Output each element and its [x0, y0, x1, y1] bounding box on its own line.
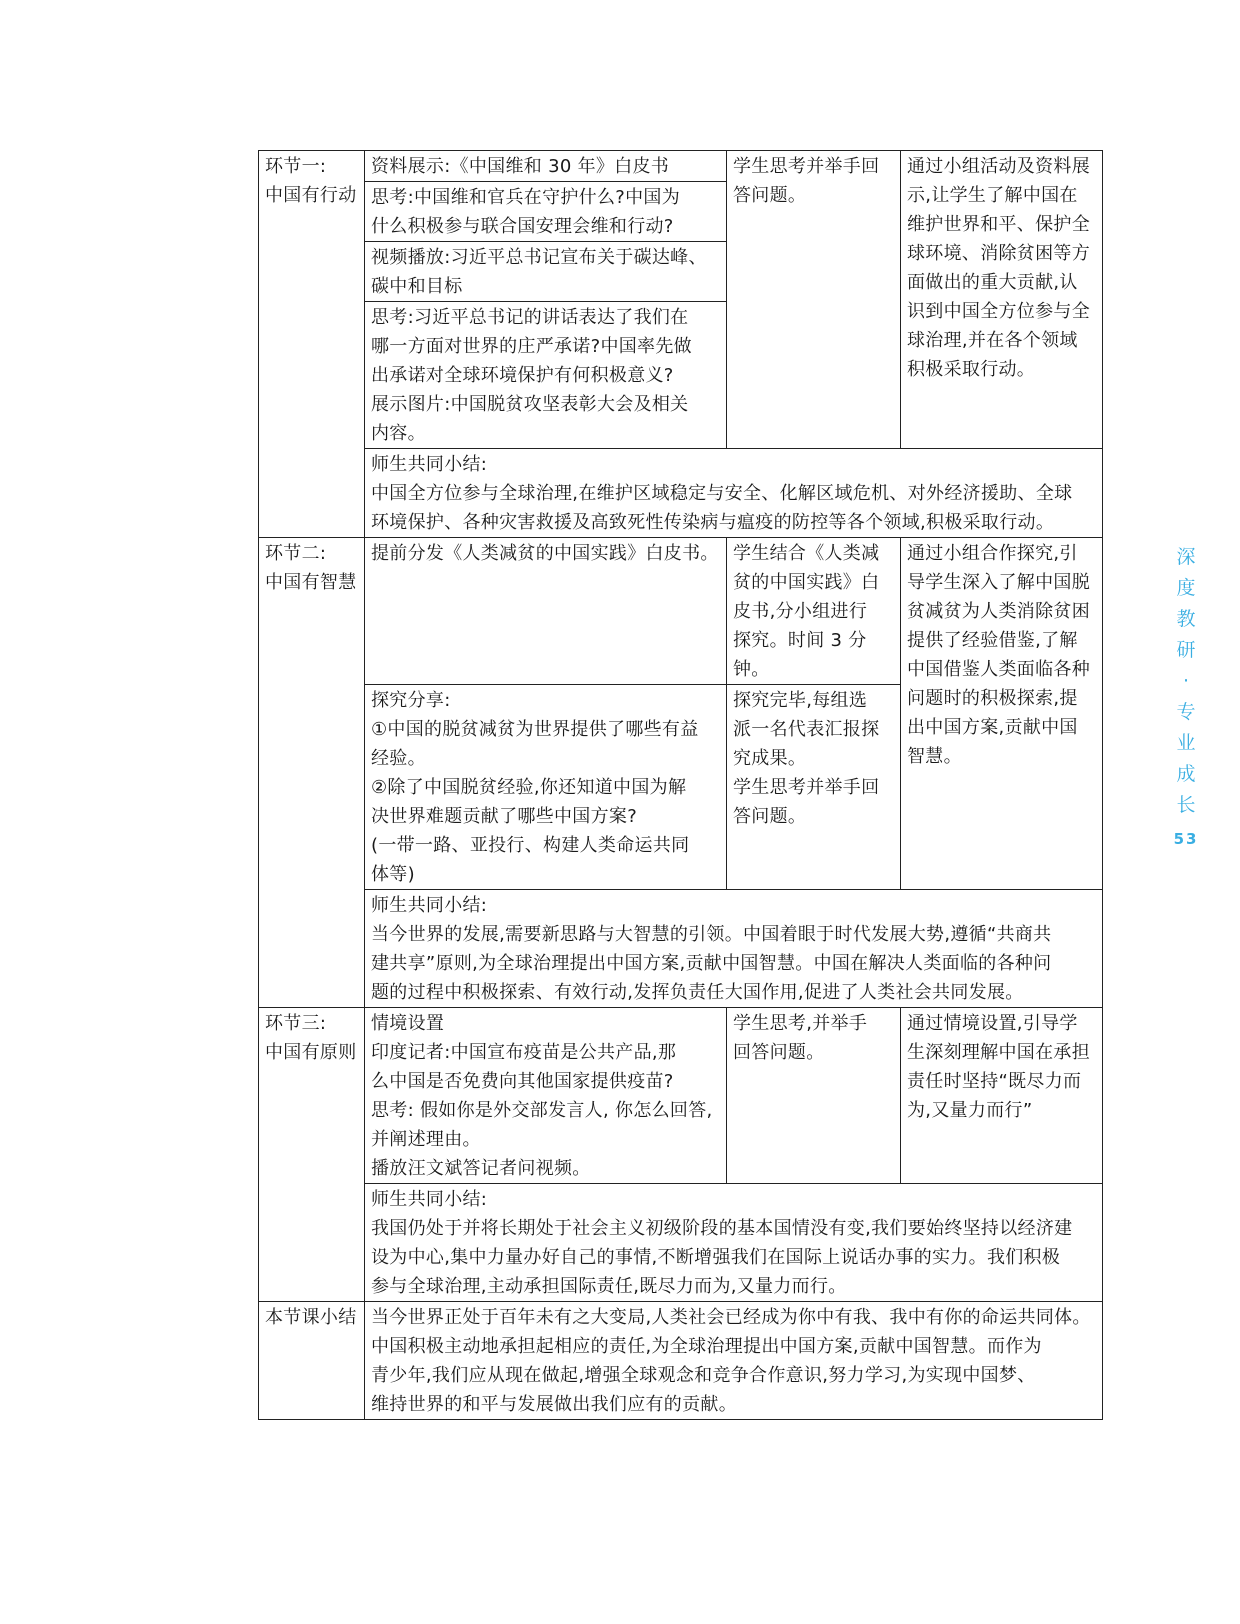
section-sidebar-title: 深 度 教 研 · 专 业 成 长 [1176, 546, 1196, 816]
stage1-material-cell: 资料展示:《中国维和 30 年》白皮书 [365, 151, 727, 182]
stage3-design-intent: 通过情境设置,引导学 生深刻理解中国在承担 责任时坚持“既尽力而 为,又量力而行” [901, 1008, 1103, 1184]
stage3-scenario-cell: 情境设置 印度记者:中国宣布疫苗是公共产品,那 么中国是否免费向其他国家提供疫苗? 思考: 假如你是外交部发言人, 你怎么回答, 并阐述理由。 播放汪文斌答记者问视频。 [365, 1008, 727, 1184]
stage1-design-intent: 通过小组活动及资料展 示,让学生了解中国在 维护世界和平、保护全 球环境、消除贫困等方 面做出的重大贡献,认 识到中国全方位参与全 球治理,并在各个领域 积极采取行动。 [901, 151, 1103, 449]
stage1-question-cell: 思考:中国维和官兵在守护什么?中国为 什么积极参与联合国安理会维和行动? [365, 182, 727, 242]
stage1-student-activity: 学生思考并举手回 答问题。 [727, 151, 901, 449]
stage2-distribution-cell: 提前分发《人类减贫的中国实践》白皮书。 [365, 538, 727, 685]
stage1-summary: 师生共同小结: 中国全方位参与全球治理,在维护区域稳定与安全、化解区域危机、对外经济援助、全球 环境保护、各种灾害救援及高致死性传染病与瘟疫的防控等各个领域,积极采取行动。 [365, 449, 1103, 538]
stage2-design-intent: 通过小组合作探究,引 导学生深入了解中国脱 贫减贫为人类消除贫困 提供了经验借鉴,了解 中国借鉴人类面临各种 问题时的积极探索,提 出中国方案,贡献中国 智慧。 [901, 538, 1103, 890]
stage2-label: 环节二: 中国有智慧 [259, 538, 365, 1008]
stage3-student-activity: 学生思考,并举手 回答问题。 [727, 1008, 901, 1184]
conclusion-label: 本节课小结 [259, 1302, 365, 1420]
stage3-label: 环节三: 中国有原则 [259, 1008, 365, 1302]
conclusion-content: 当今世界正处于百年未有之大变局,人类社会已经成为你中有我、我中有你的命运共同体。 中国积极主动地承担起相应的责任,为全球治理提出中国方案,贡献中国智慧。而作为 青少年,我们应从现在做起,增强全球观念和竞争合作意识,努力学习,为实现中国梦、 维持世界的和平与发展做出我们应有的贡献。 [365, 1302, 1103, 1420]
stage2-student-activity: 探究完毕,每组选 派一名代表汇报探 究成果。 学生思考并举手回 答问题。 [727, 685, 901, 890]
stage1-video-cell: 视频播放:习近平总书记宣布关于碳达峰、 碳中和目标 [365, 242, 727, 302]
stage1-reflection-cell: 思考:习近平总书记的讲话表达了我们在 哪一方面对世界的庄严承诺?中国率先做 出承诺对全球环境保护有何积极意义? 展示图片:中国脱贫攻坚表彰大会及相关 内容。 [365, 302, 727, 449]
page-number: 53 [1173, 830, 1199, 848]
stage2-inquiry-cell: 探究分享: ①中国的脱贫减贫为世界提供了哪些有益 经验。 ②除了中国脱贫经验,你还知道中国为解 决世界难题贡献了哪些中国方案? (一带一路、亚投行、构建人类命运共同 体等) [365, 685, 727, 890]
stage2-group-activity: 学生结合《人类减 贫的中国实践》白 皮书,分小组进行 探究。时间 3 分钟。 [727, 538, 901, 685]
lesson-plan-table [258, 150, 1103, 1420]
stage2-summary: 师生共同小结: 当今世界的发展,需要新思路与大智慧的引领。中国着眼于时代发展大势,遵循“共商共 建共享”原则,为全球治理提出中国方案,贡献中国智慧。中国在解决人类面临的各种问 题的过程中积极探索、有效行动,发挥负责任大国作用,促进了人类社会共同发展。 [365, 890, 1103, 1008]
stage3-summary: 师生共同小结: 我国仍处于并将长期处于社会主义初级阶段的基本国情没有变,我们要始终坚持以经济建 设为中心,集中力量办好自己的事情,不断增强我们在国际上说话办事的实力。我们积极 参与全球治理,主动承担国际责任,既尽力而为,又量力而行。 [365, 1184, 1103, 1302]
stage1-label: 环节一: 中国有行动 [259, 151, 365, 538]
